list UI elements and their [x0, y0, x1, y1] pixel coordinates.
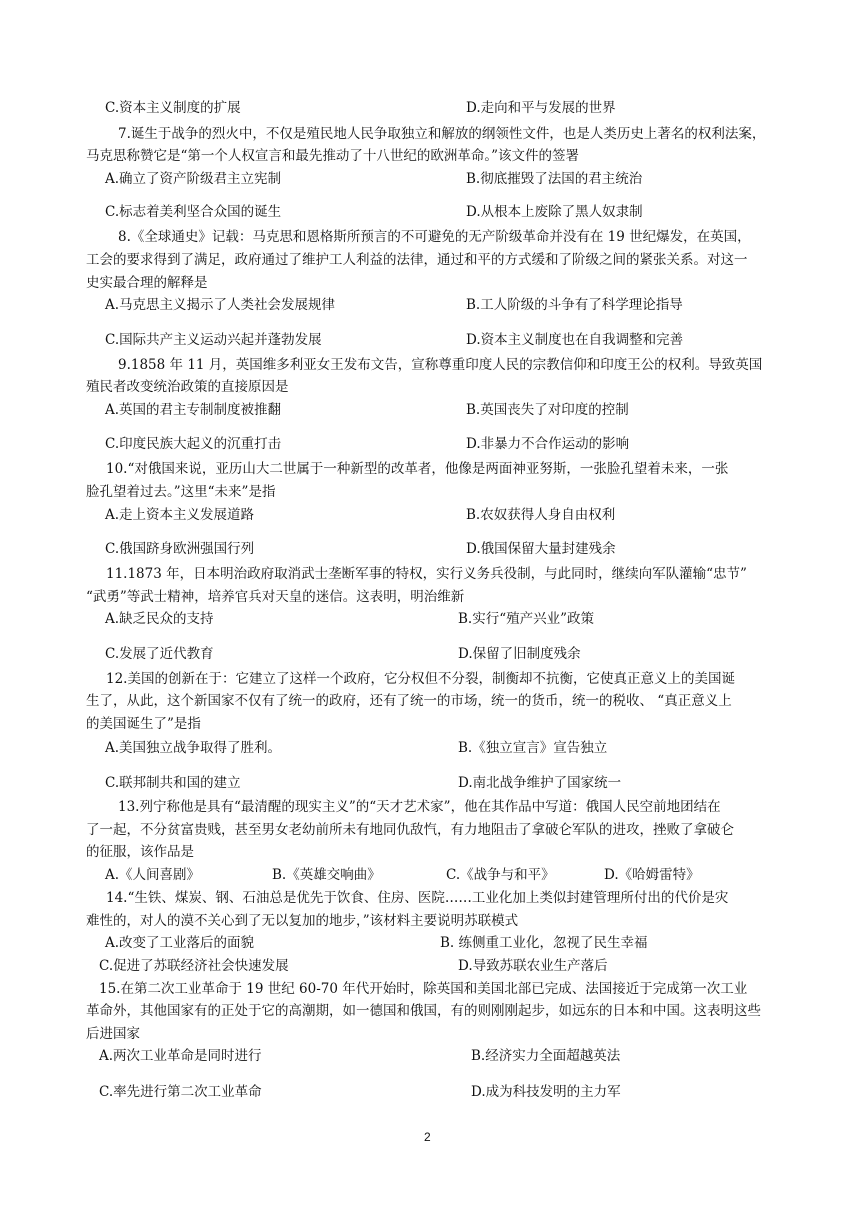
- q15-option-c: C.率先进行第二次工业革命: [99, 1084, 262, 1100]
- q12-option-d: D.南北战争维护了国家统一: [458, 775, 622, 791]
- q14-option-a: A.改变了工业落后的面貌: [105, 935, 255, 951]
- q12-option-b: B.《独立宣言》宣告独立: [458, 740, 608, 756]
- q8-option-a: A.马克思主义揭示了人类社会发展规律: [105, 297, 336, 313]
- q14-stem-line2: 难性的，对人的漠不关心到了无以复加的地步，”该材料主要说明苏联模式: [86, 913, 519, 929]
- q12-stem-line1: 12.美国的创新在于：它建立了这样一个政府，它分权但不分裂，制衡却不抗衡，它使真正意义上的美国诞: [106, 671, 735, 687]
- q15-stem-line3: 后进国家: [86, 1026, 140, 1042]
- q7-option-b: B.彻底摧毁了法国的君主统治: [466, 171, 643, 187]
- q10-option-d: D.俄国保留大量封建残余: [466, 541, 616, 557]
- q15-option-a: A.两次工业革命是同时进行: [99, 1048, 262, 1064]
- q13-stem-line3: 的征服，该作品是: [86, 844, 194, 860]
- q9-option-d: D.非暴力不合作运动的影响: [466, 436, 630, 452]
- q7-option-c: C.标志着美利坚合众国的诞生: [105, 204, 282, 220]
- q6-option-d: D.走向和平与发展的世界: [466, 100, 616, 116]
- q8-option-c: C.国际共产主义运动兴起并蓬勃发展: [105, 332, 322, 348]
- q13-option-b: B.《英雄交响曲》: [272, 867, 381, 883]
- q13-option-c: C.《战争与和平》: [446, 867, 555, 883]
- q8-stem-line3: 史实最合理的解释是: [86, 275, 208, 291]
- q9-option-b: B.英国丧失了对印度的控制: [466, 402, 629, 418]
- q13-stem-line2: 了一起，不分贫富贵贱，甚至男女老幼前所未有地同仇敌忾，有力地阻击了拿破仑军队的进攻，挫败了拿破仑: [86, 822, 734, 838]
- q12-stem-line2: 生了，从此，这个新国家不仅有了统一的政府，还有了统一的市场，统一的货币，统一的税收、 “真正意义上: [86, 693, 732, 709]
- q13-option-a: A.《人间喜剧》: [105, 867, 201, 883]
- q11-option-b: B.实行“殖产兴业”政策: [458, 611, 595, 627]
- q10-stem-line2: 脸孔望着过去。”这里“未来”是指: [86, 484, 276, 500]
- q10-stem-line1: 10.“对俄国来说，亚历山大二世属于一种新型的改革者，他像是两面神亚努斯，一张脸孔望着未来，一张: [106, 461, 729, 477]
- q15-option-d: D.成为科技发明的主力军: [471, 1084, 621, 1100]
- q11-option-c: C.发展了近代教育: [105, 646, 214, 662]
- q14-option-c: C.促进了苏联经济社会快速发展: [99, 958, 289, 974]
- q9-option-c: C.印度民族大起义的沉重打击: [105, 436, 282, 452]
- q7-stem-line2: 马克思称赞它是“第一个人权宣言和最先推动了十八世纪的欧洲革命。”该文件的签署: [86, 148, 580, 164]
- q10-option-a: A.走上资本主义发展道路: [105, 507, 255, 523]
- q7-option-d: D.从根本上废除了黑人奴隶制: [466, 204, 643, 220]
- q11-option-a: A.缺乏民众的支持: [105, 611, 214, 627]
- q15-stem-line1: 15.在第二次工业革命于 19 世纪 60-70 年代开始时，除英国和美国北部已完成、法国接近于完成第一次工业: [99, 981, 748, 997]
- q12-option-c: C.联邦制共和国的建立: [105, 775, 241, 791]
- q12-option-a: A.美国独立战争取得了胜利。: [105, 740, 282, 756]
- q12-stem-line3: 的美国诞生了”是指: [86, 716, 201, 732]
- q11-stem-line1: 11.1873 年，日本明治政府取消武士垄断军事的特权，实行义务兵役制，与此同时，继续向军队灌输“忠节”: [106, 566, 747, 582]
- q9-option-a: A.英国的君主专制制度被推翻: [105, 402, 282, 418]
- q15-stem-line2: 革命外，其他国家有的正处于它的高潮期，如一德国和俄国，有的则刚刚起步，如远东的日本和中国。这表明这些: [86, 1003, 761, 1019]
- q9-stem-line1: 9.1858 年 11 月，英国维多利亚女王发布文告，宣称尊重印度人民的宗教信仰和印度王公的权利。导致英国: [118, 357, 763, 373]
- page-number: 2: [424, 1130, 431, 1144]
- q8-option-d: D.资本主义制度也在自我调整和完善: [466, 332, 684, 348]
- q14-stem-line1: 14.“生铁、煤炭、钢、石油总是优先于饮食、住房、医院……工业化加上类似封建管理所付出的代价是灾: [106, 890, 729, 906]
- q14-option-d: D.导致苏联农业生产落后: [458, 958, 608, 974]
- q15-option-b: B.经济实力全面超越英法: [471, 1048, 621, 1064]
- q6-option-c: C.资本主义制度的扩展: [105, 100, 241, 116]
- q11-option-d: D.保留了旧制度残余: [458, 646, 581, 662]
- q8-stem-line2: 工会的要求得到了满足，政府通过了维护工人利益的法律，通过和平的方式缓和了阶级之间的紧张关系。对这一: [86, 252, 748, 268]
- q7-stem-line1: 7.诞生于战争的烈火中，不仅是殖民地人民争取独立和解放的纲领性文件，也是人类历史上著名的权利法案，: [118, 126, 766, 142]
- q8-stem-line1: 8.《全球通史》记载：马克思和恩格斯所预言的不可避免的无产阶级革命并没有在 19 世纪爆发，在英国，: [118, 229, 751, 245]
- q9-stem-line2: 殖民者改变统治政策的直接原因是: [86, 379, 289, 395]
- q11-stem-line2: “武勇”等武士精神，培养官兵对天皇的迷信。这表明，明治维新: [86, 589, 465, 605]
- q10-option-b: B.农奴获得人身自由权利: [466, 507, 616, 523]
- q14-option-b: B. 练侧重工业化，忽视了民生幸福: [440, 935, 648, 951]
- q13-option-d: D.《哈姆雷特》: [604, 867, 700, 883]
- q10-option-c: C.俄国跻身欧洲强国行列: [105, 541, 255, 557]
- q13-stem-line1: 13.列宁称他是具有“最清醒的现实主义”的“天才艺术家”，他在其作品中写道：俄国人民空前地团结在: [118, 799, 721, 815]
- q7-option-a: A.确立了资产阶级君主立宪制: [105, 171, 282, 187]
- q8-option-b: B.工人阶级的斗争有了科学理论指导: [466, 297, 683, 313]
